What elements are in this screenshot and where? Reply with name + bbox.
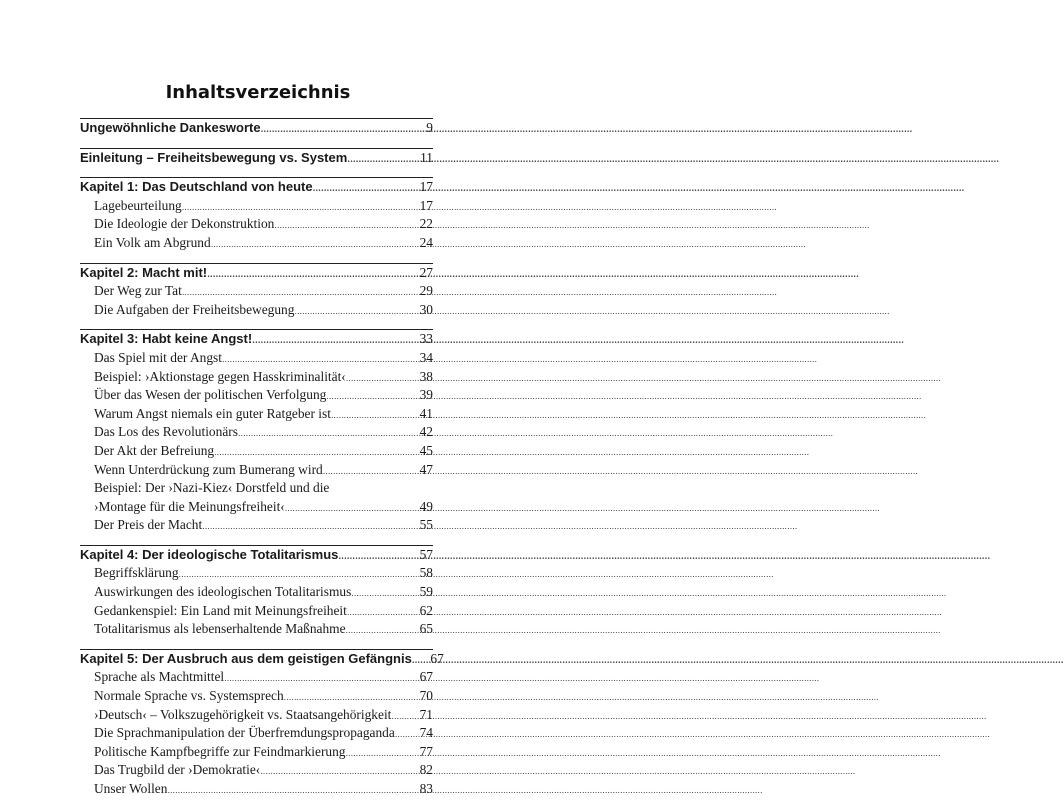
- dot-leader: [252, 331, 405, 350]
- section-gap: [80, 167, 433, 177]
- entry-title: Unser Wollen: [94, 781, 168, 796]
- page-number: 59: [419, 584, 433, 600]
- entry-title: Die Sprachmanipulation der Überfremdungspropaganda: [94, 725, 395, 741]
- entry-title: Beispiel: ›Aktionstage gegen Hasskriminalität‹: [94, 368, 346, 384]
- page-number: 65: [419, 621, 433, 637]
- toc-chapter-entry[interactable]: [80, 330, 433, 349]
- toc-subentry[interactable]: [80, 215, 433, 234]
- entry-title: Kapitel 2: Macht mit!: [80, 264, 208, 280]
- toc-subentry[interactable]: [80, 602, 433, 621]
- toc-subentry[interactable]: [80, 301, 433, 320]
- toc-subentry[interactable]: [80, 423, 433, 442]
- page-number: 62: [419, 602, 433, 618]
- dot-leader: [202, 518, 405, 537]
- toc-subentry[interactable]: [80, 461, 433, 480]
- page-number: 58: [419, 565, 433, 581]
- entry-title: Wenn Unterdrückung zum Bumerang wird: [94, 461, 323, 477]
- toc-section: [80, 329, 433, 535]
- page-number: 34: [419, 349, 433, 365]
- page-number: 71: [419, 706, 433, 722]
- toc-subentry[interactable]: [80, 405, 433, 424]
- page-number: 38: [419, 368, 433, 384]
- entry-title: Kapitel 1: Das Deutschland von heute: [80, 179, 313, 195]
- page-number: 17: [419, 197, 433, 213]
- entry-title: Auswirkungen des ideologischen Totalitarismus: [94, 584, 352, 600]
- toc-section: [80, 148, 433, 168]
- toc-subentry[interactable]: [80, 282, 433, 301]
- entry-title: Einleitung – Freiheitsbewegung vs. System: [80, 149, 348, 165]
- toc-subentry[interactable]: [80, 706, 433, 725]
- page-number: 67: [430, 650, 444, 666]
- page-number: 33: [419, 331, 433, 347]
- entry-title: Warum Angst niemals ein guter Ratgeber ist: [94, 405, 331, 421]
- page-number: 74: [419, 725, 433, 741]
- toc-subentry[interactable]: [80, 368, 433, 387]
- page-number: 83: [419, 781, 433, 796]
- toc-subentry[interactable]: [80, 780, 433, 799]
- entry-title: Die Ideologie der Dekonstruktion: [94, 216, 275, 232]
- page-number: 57: [419, 546, 433, 562]
- entry-title: Ein Volk am Abgrund: [94, 234, 211, 250]
- toc-subentry[interactable]: [80, 687, 433, 706]
- page-number: 17: [419, 179, 433, 195]
- entry-title: Über das Wesen der politischen Verfolgung: [94, 387, 327, 403]
- toc-subentry[interactable]: [80, 349, 433, 368]
- toc-subentry[interactable]: [80, 743, 433, 762]
- page-number: 49: [419, 498, 433, 514]
- toc-section: [80, 118, 433, 138]
- entry-title: Das Trugbild der ›Demokratie‹: [94, 762, 261, 778]
- toc-subentry[interactable]: [80, 234, 433, 253]
- dot-leader: [338, 547, 405, 566]
- toc-chapter-entry[interactable]: [80, 650, 444, 669]
- page-number: 67: [419, 669, 433, 685]
- table-of-contents: [80, 118, 444, 799]
- entry-title: Kapitel 5: Der Ausbruch aus dem geistigen Gefängnis: [80, 650, 412, 666]
- page-number: 29: [419, 283, 433, 299]
- toc-chapter-entry[interactable]: [80, 264, 433, 283]
- page-number: 41: [419, 405, 433, 421]
- toc-section: [80, 177, 433, 252]
- entry-title: Sprache als Machtmittel: [94, 669, 225, 685]
- entry-title: Gedankenspiel: Ein Land mit Meinungsfreiheit: [94, 602, 347, 618]
- page-number: 42: [419, 424, 433, 440]
- dot-leader: [261, 120, 405, 139]
- entry-title: Ungewöhnliche Dankesworte: [80, 120, 261, 135]
- toc-subentry[interactable]: [80, 583, 433, 602]
- page-number: 11: [420, 149, 433, 165]
- toc-section: [80, 545, 433, 639]
- entry-title: Totalitarismus als lebenserhaltende Maßnahme: [94, 621, 346, 637]
- entry-title: Die Aufgaben der Freiheitsbewegung: [94, 301, 295, 317]
- entry-title: Politische Kampfbegriffe zur Feindmarkierung: [94, 743, 346, 759]
- page-number: 70: [419, 688, 433, 704]
- section-gap: [80, 138, 433, 148]
- toc-subentry[interactable]: [80, 442, 433, 461]
- page-number: 82: [419, 762, 433, 778]
- dot-leader: [211, 236, 405, 255]
- entry-title: Das Spiel mit der Angst: [94, 349, 222, 365]
- toc-chapter-entry[interactable]: [80, 149, 433, 168]
- page-number: 22: [419, 216, 433, 232]
- entry-title: Lagebeurteilung: [94, 197, 182, 213]
- dot-leader: [167, 782, 405, 801]
- toc-subentry[interactable]: [80, 197, 433, 216]
- entry-title: Der Weg zur Tat: [94, 283, 182, 299]
- entry-title: ›Montage für die Meinungsfreiheit‹: [94, 498, 285, 514]
- toc-subentry[interactable]: [80, 498, 433, 517]
- toc-subentry[interactable]: [80, 761, 433, 780]
- toc-subentry[interactable]: [80, 724, 433, 743]
- entry-title: Beispiel: Der ›Nazi-Kiez‹ Dorstfeld und die: [94, 480, 330, 496]
- page-number: 45: [419, 442, 433, 458]
- page-number: 27: [419, 264, 433, 280]
- page-number: 77: [419, 743, 433, 759]
- page-number: 39: [419, 387, 433, 403]
- page-number: 55: [419, 517, 433, 533]
- toc-subentry[interactable]: [80, 479, 433, 498]
- dot-leader: [313, 179, 405, 198]
- page-title: Inhaltsverzeichnis: [165, 82, 351, 103]
- entry-title: Das Los des Revolutionärs: [94, 424, 238, 440]
- dot-leader: [207, 265, 405, 284]
- dot-leader: [294, 303, 405, 322]
- toc-subentry[interactable]: [80, 620, 433, 639]
- dot-leader: [347, 150, 405, 169]
- entry-title: Der Akt der Befreiung: [94, 442, 215, 458]
- page-number: 9: [426, 120, 433, 135]
- page-number: 30: [419, 301, 433, 317]
- entry-title: Kapitel 3: Habt keine Angst!: [80, 331, 253, 347]
- toc-chapter-entry[interactable]: [80, 119, 433, 138]
- dot-leader: [346, 622, 405, 641]
- page-number: 47: [419, 461, 433, 477]
- entry-title: ›Deutsch‹ – Volkszugehörigkeit vs. Staatsangehörigkeit: [94, 706, 392, 722]
- toc-subentry[interactable]: [80, 516, 433, 535]
- entry-title: Kapitel 4: Der ideologische Totalitarismus: [80, 546, 339, 562]
- toc-section: [80, 263, 433, 320]
- entry-title: Begriffsklärung: [94, 565, 179, 581]
- toc-subentry[interactable]: [80, 668, 433, 687]
- entry-title: Der Preis der Macht: [94, 517, 203, 533]
- toc-subentry[interactable]: [80, 564, 433, 583]
- page-number: 24: [419, 234, 433, 250]
- entry-title: Normale Sprache vs. Systemsprech: [94, 688, 284, 704]
- toc-chapter-entry[interactable]: [80, 546, 433, 565]
- toc-section: [80, 649, 444, 799]
- toc-chapter-entry[interactable]: [80, 178, 433, 197]
- toc-subentry[interactable]: [80, 386, 433, 405]
